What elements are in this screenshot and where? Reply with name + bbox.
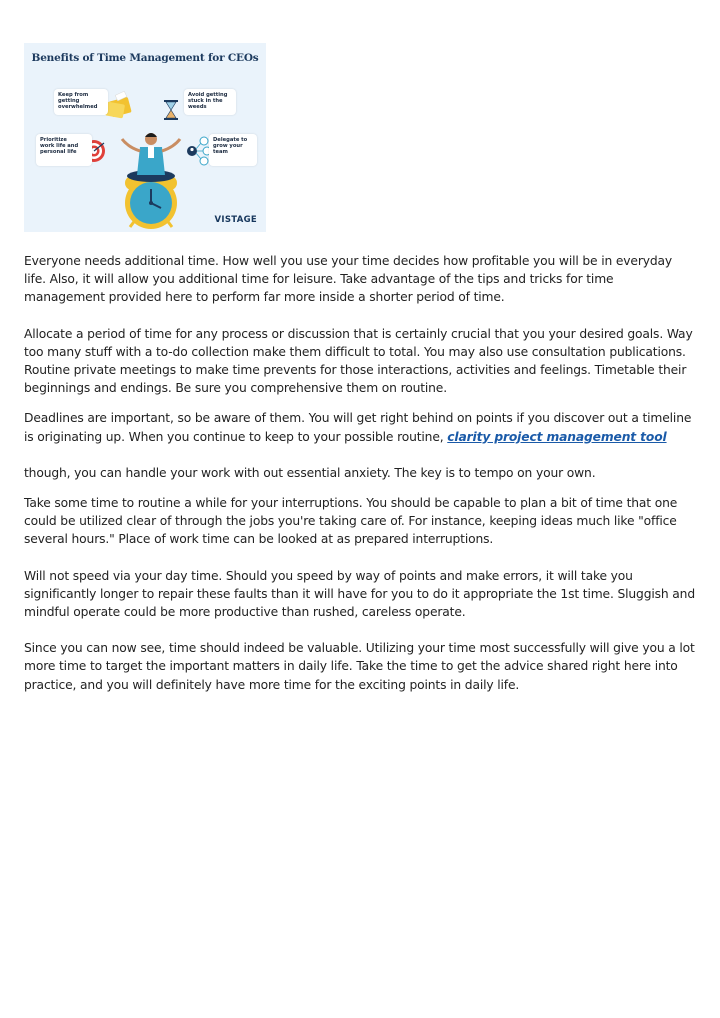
team-icon [187,137,211,165]
benefit-bubble: Keep from getting overwhelmed [54,89,108,115]
folder-icon [105,91,132,118]
benefit-bubble: Prioritize work life and personal life [36,134,92,166]
person-icon [122,133,180,182]
paragraph [24,409,696,445]
alarm-clock-icon [125,176,177,229]
paragraph: Everyone needs additional time. How well you use your time decides how profitable you will be in everyday life. Also, it will allow you additional time for leisure. Take advantage of the tips and tricks for time management provided here to perform far more inside a shorter period of time. [24,254,673,305]
paragraph: though, you can handle your work with out essential anxiety. The key is to tempo on your own. [24,465,596,480]
paragraph-text: Deadlines are important, so be aware of them. You will get right behind on points if you discover out a timeline is originating up. When you continue to keep to your possible routine, [24,411,692,444]
clarity-link[interactable]: clarity project management tool [447,429,667,444]
benefit-bubble: Avoid getting stuck in the weeds [184,89,236,115]
paragraph: Since you can now see, time should indeed be valuable. Utilizing your time most successfully will give you a lot more time to target the important matters in daily life. Take the time to get the advice shared right here into practice, and you will definitely have more time for the exciting points in daily life. [24,641,695,692]
brand-logo: VISTAGE [214,215,257,225]
paragraph: Will not speed via your day time. Should you speed by way of points and make errors, it will take you significantly longer to repair these faults than it will have for you to do it appropriate the 1st time. Sluggish and mindful operate could be more productive than rushed, careless operate. [24,568,695,620]
benefit-bubble: Delegate to grow your team [209,134,257,166]
hourglass-icon [164,100,178,120]
article-body [24,252,696,712]
infographic [24,43,266,232]
paragraph: Take some time to routine a while for your interruptions. You should be capable to plan a bit of time that one could be utilized clear of through the jobs you're taking care of. For instance, keeping ideas much like "office several hours." Place of work time can be looked at as prepared interruptions. [24,496,678,547]
infographic-title: Benefits of Time Management for CEOs [31,52,259,64]
paragraph: Allocate a period of time for any process or discussion that is certainly crucial that you your desired goals. Way too many stuff with a to-do collection make them difficult to total. You may also use consultation publications. Routine private meetings to make time prevents for those interactions, activities and feelings. Timetable their beginnings and endings. Be sure you comprehensive them on routine. [24,326,693,396]
